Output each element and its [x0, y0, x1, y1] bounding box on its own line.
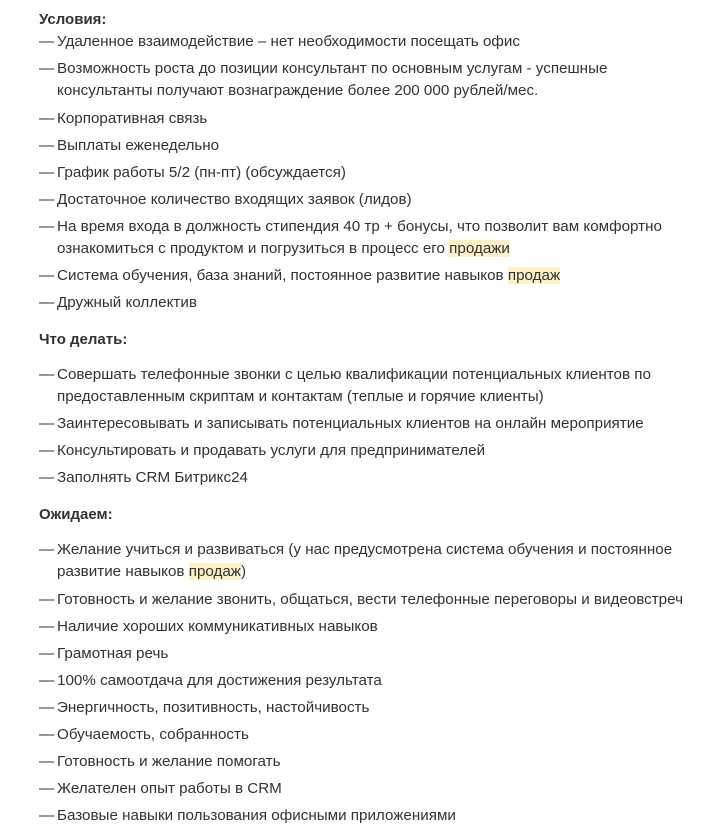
- list-item: [39, 58, 713, 102]
- list-item: [39, 189, 713, 211]
- list-item: [39, 216, 713, 260]
- text-segment: Энергичность, позитивность, настойчивость: [57, 699, 370, 716]
- bullet-dash: —: [39, 591, 55, 608]
- list-item: [39, 805, 713, 827]
- list-item: [39, 778, 713, 800]
- list-item-text: [57, 751, 281, 773]
- list-item: [39, 467, 713, 489]
- highlighted-keyword: продажи: [449, 240, 510, 257]
- bullet-dash: —: [39, 442, 55, 459]
- text-segment: Выплаты еженедельно: [57, 137, 220, 154]
- list-item-text: [57, 697, 369, 719]
- text-segment: Наличие хороших коммуникативных навыков: [57, 618, 378, 635]
- text-segment: ): [240, 563, 247, 580]
- highlighted-keyword: продаж: [507, 267, 561, 284]
- section-heading: Ожидаем:: [39, 506, 113, 523]
- list-item-text: [57, 440, 485, 462]
- list-item-text: [57, 643, 168, 665]
- text-segment: На время входа в должность стипендия 40 тр + бонусы, что позволит вам комфортно: [57, 218, 662, 235]
- bullet-dash: —: [39, 191, 55, 208]
- list-item-text: [57, 413, 644, 435]
- list-item: [39, 135, 713, 157]
- section-heading: Что делать:: [39, 331, 128, 348]
- text-segment: Обучаемость, собранность: [57, 726, 249, 743]
- bullet-dash: —: [39, 541, 55, 558]
- list-item: [39, 697, 713, 719]
- bullet-dash: —: [39, 294, 55, 311]
- bullet-dash: —: [39, 366, 55, 383]
- text-segment: График работы 5/2 (пн-пт) (обсуждается): [57, 164, 346, 181]
- list-item: [39, 31, 713, 53]
- list-item-text: [57, 616, 378, 638]
- text-segment: Возможность роста до позиции консультант по основным услугам - успешные: [57, 60, 608, 77]
- bullet-dash: —: [39, 164, 55, 181]
- text-segment: Дружный коллектив: [57, 294, 197, 311]
- list-item: [39, 643, 713, 665]
- bullet-dash: —: [39, 645, 55, 662]
- text-segment: развитие навыков: [57, 563, 189, 580]
- list-item-text: [57, 805, 456, 827]
- text-segment: Совершать телефонные звонки с целью квалификации потенциальных клиентов по: [57, 366, 651, 383]
- list-item-text: [57, 216, 662, 260]
- bullet-dash: —: [39, 469, 55, 486]
- bullet-dash: —: [39, 137, 55, 154]
- text-segment: Корпоративная связь: [57, 110, 208, 127]
- bullet-dash: —: [39, 753, 55, 770]
- bullet-dash: —: [39, 415, 55, 432]
- list-item: [39, 292, 713, 314]
- list-item: [39, 413, 713, 435]
- list-item-text: [57, 724, 249, 746]
- text-segment: Система обучения, база знаний, постоянное развитие навыков: [57, 267, 508, 284]
- text-segment: Заинтересовывать и записывать потенциальных клиентов на онлайн мероприятие: [57, 415, 644, 432]
- text-segment: Готовность и желание помогать: [57, 753, 281, 770]
- bullet-dash: —: [39, 807, 55, 824]
- list-item-text: [57, 670, 382, 692]
- list-item-text: [57, 467, 248, 489]
- list-item-text: [57, 292, 197, 314]
- bullet-dash: —: [39, 672, 55, 689]
- bullet-dash: —: [39, 726, 55, 743]
- list-item: [39, 751, 713, 773]
- list-item-text: [57, 58, 607, 102]
- section-heading: Условия:: [39, 11, 107, 28]
- list-item-text: [57, 135, 219, 157]
- highlighted-keyword: продаж: [188, 563, 241, 580]
- list-item-text: [57, 162, 346, 184]
- list-item: [39, 670, 713, 692]
- text-segment: Удаленное взаимодействие – нет необходимости посещать офис: [57, 33, 520, 50]
- text-segment: консультанты получают вознаграждение более 200 000 рублей/мес.: [57, 82, 539, 99]
- text-segment: Грамотная речь: [57, 645, 169, 662]
- text-segment: Желание учиться и развиваться (у нас предусмотрена система обучения и постоянное: [57, 541, 673, 558]
- list-item-text: [57, 108, 207, 130]
- list-item: [39, 616, 713, 638]
- list-item-text: [57, 778, 282, 800]
- list-item: [39, 440, 713, 462]
- list-item: [39, 162, 713, 184]
- text-segment: ознакомиться с продуктом и погрузиться в процесс его: [57, 240, 450, 257]
- text-segment: Достаточное количество входящих заявок (лидов): [57, 191, 412, 208]
- bullet-dash: —: [39, 618, 55, 635]
- list-item-text: [57, 539, 672, 583]
- bullet-dash: —: [39, 110, 55, 127]
- list-item-text: [57, 31, 520, 53]
- bullet-dash: —: [39, 699, 55, 716]
- list-item-text: [57, 265, 560, 287]
- text-segment: 100% самоотдача для достижения результата: [57, 672, 382, 689]
- list-item: [39, 364, 713, 408]
- list-item: [39, 108, 713, 130]
- text-segment: Готовность и желание звонить, общаться, вести телефонные переговоры и видеовстреч: [57, 591, 683, 608]
- list-item-text: [57, 589, 683, 611]
- bullet-dash: —: [39, 267, 55, 284]
- text-segment: Консультировать и продавать услуги для предпринимателей: [57, 442, 486, 459]
- list-item: [39, 265, 713, 287]
- text-segment: Желателен опыт работы в CRM: [57, 780, 282, 797]
- text-segment: Базовые навыки пользования офисными приложениями: [57, 807, 456, 824]
- text-segment: Заполнять CRM Битрикс24: [57, 469, 248, 486]
- bullet-dash: —: [39, 33, 55, 50]
- list-item: [39, 724, 713, 746]
- list-item-text: [57, 364, 651, 408]
- bullet-dash: —: [39, 60, 55, 77]
- bullet-dash: —: [39, 780, 55, 797]
- list-item-text: [57, 189, 412, 211]
- list-item: [39, 589, 713, 611]
- list-item: [39, 539, 713, 583]
- text-segment: предоставленным скриптам и контактам (теплые и горячие клиенты): [57, 388, 544, 405]
- bullet-dash: —: [39, 218, 55, 235]
